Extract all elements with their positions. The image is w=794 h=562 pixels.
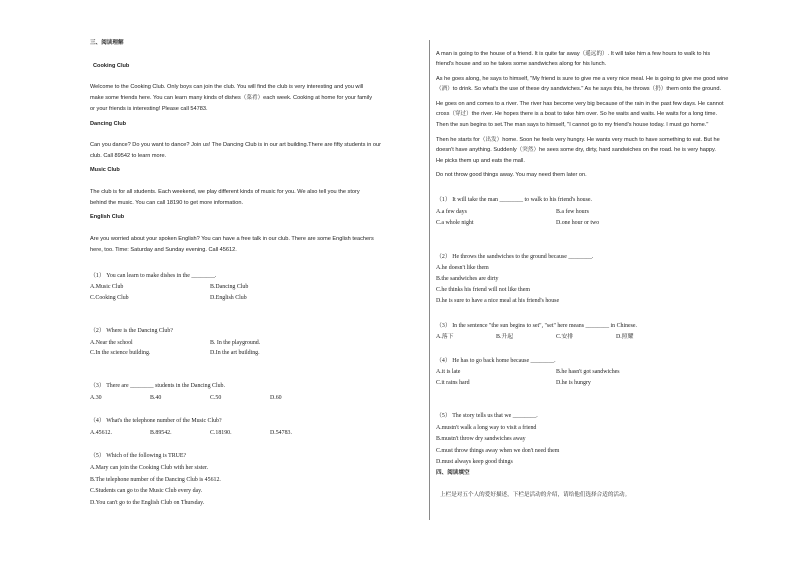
music-club-heading: Music Club: [90, 167, 120, 173]
story-text-line: As he goes along, he says to himself, "My friend is sure to give me a very nice meal. He is going to give me good wine: [436, 76, 729, 82]
option-d[interactable]: D.60: [270, 395, 282, 401]
option-c[interactable]: C.In the science building.: [90, 350, 151, 356]
option-b[interactable]: B.the sandwiches are dirty: [436, 276, 499, 282]
question-stem: （3） There are ________ students in the Dancing Club.: [90, 383, 225, 389]
story-text-line: cross（穿过）the river. He hopes there is a boat to take him over. So he waits and waits. He waits for a long time.: [436, 111, 718, 117]
option-b[interactable]: B.a few hours: [556, 209, 589, 215]
question-stem: （5） Which of the following is TRUE?: [90, 453, 187, 459]
option-b[interactable]: B.升起: [496, 334, 514, 340]
question-stem: （4） What's the telephone number of the Music Club?: [90, 418, 222, 424]
story-text-line: Then he starts for（出发）home. Soon he feels very hungry. He wants very much to have something to eat. But he: [436, 137, 720, 143]
option-b[interactable]: B.The telephone number of the Dancing Club is 45612.: [90, 477, 221, 483]
option-d[interactable]: D.照耀: [616, 334, 634, 340]
english-text-line: here, too. Time: Saturday and Sunday evening. Call 45612.: [90, 247, 237, 253]
question-stem: （5） The story tells us that we ________.: [436, 413, 538, 419]
option-a[interactable]: A.he doesn't like them: [436, 265, 489, 271]
english-club-heading: English Club: [90, 214, 125, 220]
cooking-text-line: make some friends here. You can learn many kinds of dishes（菜肴）each week. Cooking at home for your family: [90, 95, 372, 101]
option-d[interactable]: D.one hour or two: [556, 220, 600, 226]
option-d[interactable]: D.English Club: [210, 295, 247, 301]
option-a[interactable]: A.Mary can join the Cooking Club with her sister.: [90, 465, 209, 471]
question-stem: （3） In the sentence "the sun begins to set", "set" here means ________ in Chinese.: [436, 323, 638, 329]
story-text-line: A man is going to the house of a friend. It is quite far away（遥远的）. It will take him a few hours to walk to his: [436, 51, 711, 57]
option-a[interactable]: A.Music Club: [90, 284, 124, 290]
dancing-club-heading: Dancing Club: [90, 121, 127, 127]
option-d[interactable]: D.You can't go to the English Club on Thursday.: [90, 500, 205, 506]
section4-intro: 上栏是对五个人的爱好描述，下栏是活动的介绍，请给他们选择合适的活动。: [440, 492, 631, 498]
question-stem: （2） Where is the Dancing Club?: [90, 328, 173, 334]
question-stem: （2） He throws the sandwiches to the ground because ________.: [436, 254, 594, 260]
option-c[interactable]: C.Students can go to the Music Club every day.: [90, 488, 203, 494]
option-a[interactable]: A.30: [90, 395, 102, 401]
passage-title-cooking: Cooking Club: [93, 63, 130, 69]
story-text-line: friend's house and so he takes some sandwiches along for his lunch.: [436, 61, 607, 67]
option-c[interactable]: C.50: [210, 395, 222, 401]
option-a[interactable]: A.it is late: [436, 369, 461, 375]
question-stem: （1） It will take the man ________ to walk to his friend's house.: [436, 197, 592, 203]
story-text-line: He picks them up and eats the mall.: [436, 158, 525, 164]
english-text-line: Are you worried about your spoken English? You can have a free talk in our club. There are some English teachers: [90, 236, 374, 242]
cooking-text-line: Welcome to the Cooking Club. Only boys can join the club. You will find the club is very interesting and you will: [90, 84, 364, 90]
option-c[interactable]: C.must throw things away when we don't need them: [436, 448, 560, 454]
option-b[interactable]: B.89542.: [150, 430, 172, 436]
option-d[interactable]: D.he is hungry: [556, 380, 591, 386]
cooking-text-line: or your friends is interesting! Please call 54783.: [90, 106, 208, 112]
story-text-line: （酒）to drink. So what's the use of these dry sandwiches." As he says this, he throws（扔）them onto the ground.: [436, 86, 722, 92]
story-text-line: doesn't have anything. Suddenly（突然）he sees some dry, dirty, hard sandwiches on the road. he is very happy.: [436, 147, 716, 153]
option-a[interactable]: A.45612.: [90, 430, 112, 436]
option-d[interactable]: D.54783.: [270, 430, 292, 436]
story-text-line: Then the sun begins to set.The man says to himself, "I cannot go to my friend's house today. I must go home.": [436, 122, 709, 128]
question-stem: （1） You can learn to make dishes in the ________.: [90, 273, 217, 279]
section-title: 三、阅读理解: [90, 40, 124, 46]
option-b[interactable]: B.mustn't throw dry sandwiches away: [436, 436, 526, 442]
option-a[interactable]: A.a few days: [436, 209, 467, 215]
option-b[interactable]: B.Dancing Club: [210, 284, 249, 290]
story-text-line: Do not throw good things away. You may need them later on.: [436, 172, 587, 178]
option-c[interactable]: C.a whole night: [436, 220, 474, 226]
option-a[interactable]: A.mustn't walk a long way to visit a friend: [436, 425, 537, 431]
music-text-line: behind the music. You can call 18190 to get more information.: [90, 200, 243, 206]
story-text-line: He goes on and comes to a river. The river has become very big because of the rain in the past few days. He cannot: [436, 101, 724, 107]
option-b[interactable]: B.he hasn't got sandwiches: [556, 369, 620, 375]
option-d[interactable]: D.In the art building.: [210, 350, 260, 356]
option-c[interactable]: C.18190.: [210, 430, 232, 436]
dancing-text-line: Can you dance? Do you want to dance? Join us! The Dancing Club is in our art building.There are fifty students in our: [90, 142, 381, 148]
option-c[interactable]: C.he thinks his friend will not like them: [436, 287, 530, 293]
section4-title: 四、阅读填空: [436, 470, 470, 476]
option-c[interactable]: C.安排: [556, 334, 574, 340]
option-c[interactable]: C.Cooking Club: [90, 295, 129, 301]
dancing-text-line: club. Call 89542 to learn more.: [90, 153, 167, 159]
option-a[interactable]: A.Near the school: [90, 340, 133, 346]
option-b[interactable]: B.40: [150, 395, 162, 401]
option-a[interactable]: A.落下: [436, 334, 454, 340]
option-b[interactable]: B. In the playground.: [210, 340, 261, 346]
question-stem: （4） He has to go back home because ________.: [436, 358, 556, 364]
option-c[interactable]: C.it rains hard: [436, 380, 470, 386]
option-d[interactable]: D.must always keep good things: [436, 459, 513, 465]
column-divider: [429, 40, 430, 520]
option-d[interactable]: D.he is sure to have a nice meal at his friend's house: [436, 298, 560, 304]
music-text-line: The club is for all students. Each weekend, we play different kinds of music for you. We also tell you the story: [90, 189, 360, 195]
